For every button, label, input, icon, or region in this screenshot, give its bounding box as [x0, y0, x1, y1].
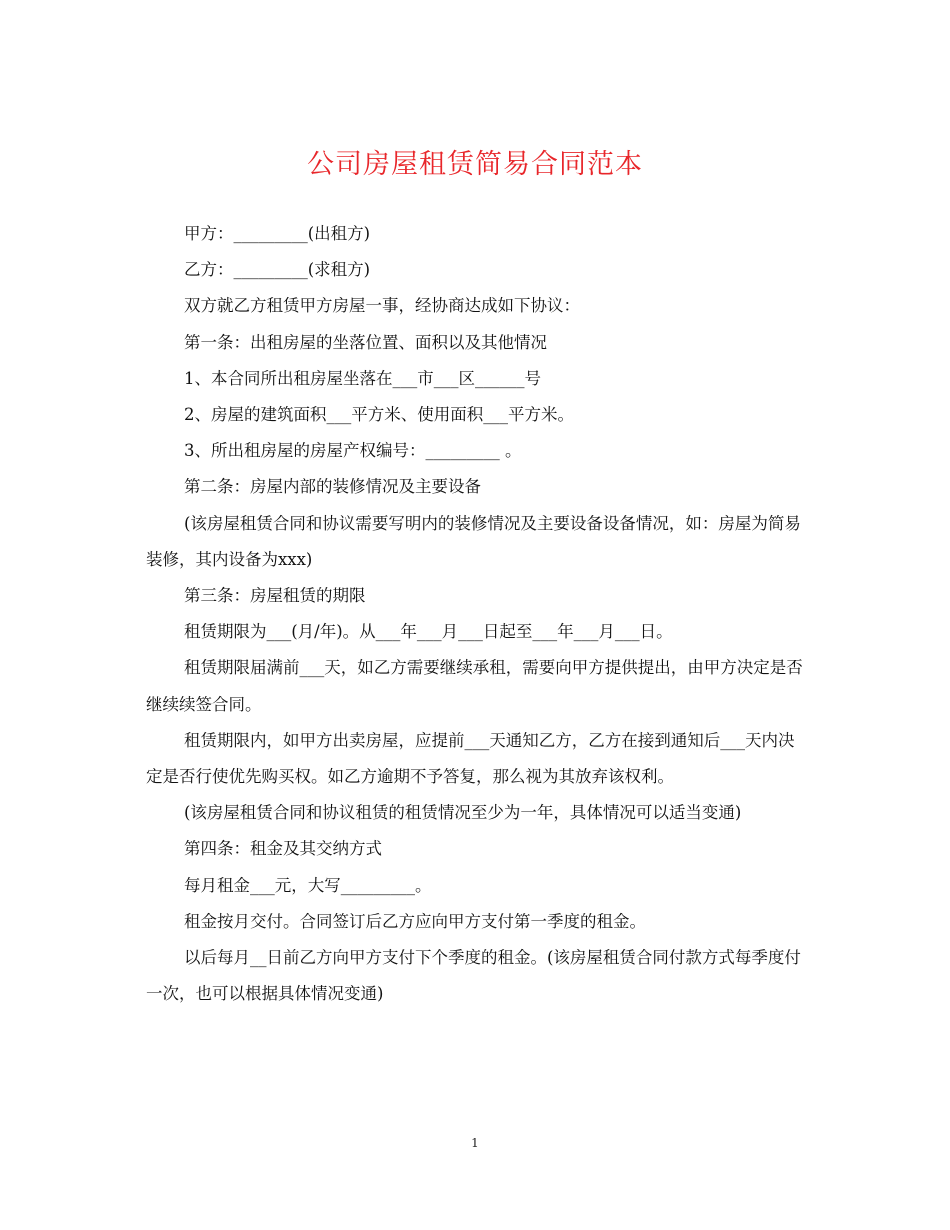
article-3-note: (该房屋租赁合同和协议租赁的租赁情况至少为一年，具体情况可以适当变通) — [184, 803, 742, 823]
contract-body — [146, 216, 806, 1012]
party-b-line: 乙方：_________(求租方) — [184, 260, 371, 280]
article-1-item-1: 1、本合同所出租房屋坐落在___市___区______号 — [184, 368, 541, 388]
quarterly-payment-paragraph: 以后每月__日前乙方向甲方支付下个季度的租金。(该房屋租赁合同付款方式每季度付一次，也可以根据具体情况变通) — [146, 948, 801, 1004]
monthly-rent-paragraph: 每月租金___元，大写_________。 — [184, 875, 432, 895]
article-2-heading: 第二条：房屋内部的装修情况及主要设备 — [184, 477, 481, 497]
page-number: 1 — [471, 1136, 479, 1150]
article-1-item-3: 3、所出租房屋的房屋产权编号：_________ 。 — [184, 441, 522, 461]
article-1-item-2: 2、房屋的建筑面积___平方米、使用面积___平方米。 — [184, 405, 574, 425]
party-a-line: 甲方：_________(出租方) — [184, 224, 371, 243]
document-title: 公司房屋租赁简易合同范本 — [307, 149, 643, 180]
article-1-heading: 第一条：出租房屋的坐落位置、面积以及其他情况 — [184, 332, 547, 352]
preemptive-right-paragraph: 租赁期限内，如甲方出卖房屋，应提前___天通知乙方，乙方在接到通知后___天内决定是否行使优先购买权。如乙方逾期不予答复，那么视为其放弃该权利。 — [146, 730, 795, 787]
article-3-heading: 第三条：房屋租赁的期限 — [184, 586, 366, 606]
rent-payment-paragraph: 租金按月交付。合同签订后乙方应向甲方支付第一季度的租金。 — [184, 911, 646, 931]
article-4-heading: 第四条：租金及其交纳方式 — [184, 839, 382, 859]
lease-term-paragraph: 租赁期限为___(月/年)。从___年___月___日起至___年___月___日。 — [184, 622, 673, 642]
lease-renewal-paragraph: 租赁期限届满前___天，如乙方需要继续承租，需要向甲方提供提出，由甲方决定是否继续续签合同。 — [146, 658, 803, 714]
article-2-note: (该房屋租赁合同和协议需要写明内的装修情况及主要设备设备情况，如：房屋为简易装修，其内设备为xxx) — [146, 513, 801, 569]
agreement-intro: 双方就乙方租赁甲方房屋一事，经协商达成如下协议： — [184, 296, 580, 316]
